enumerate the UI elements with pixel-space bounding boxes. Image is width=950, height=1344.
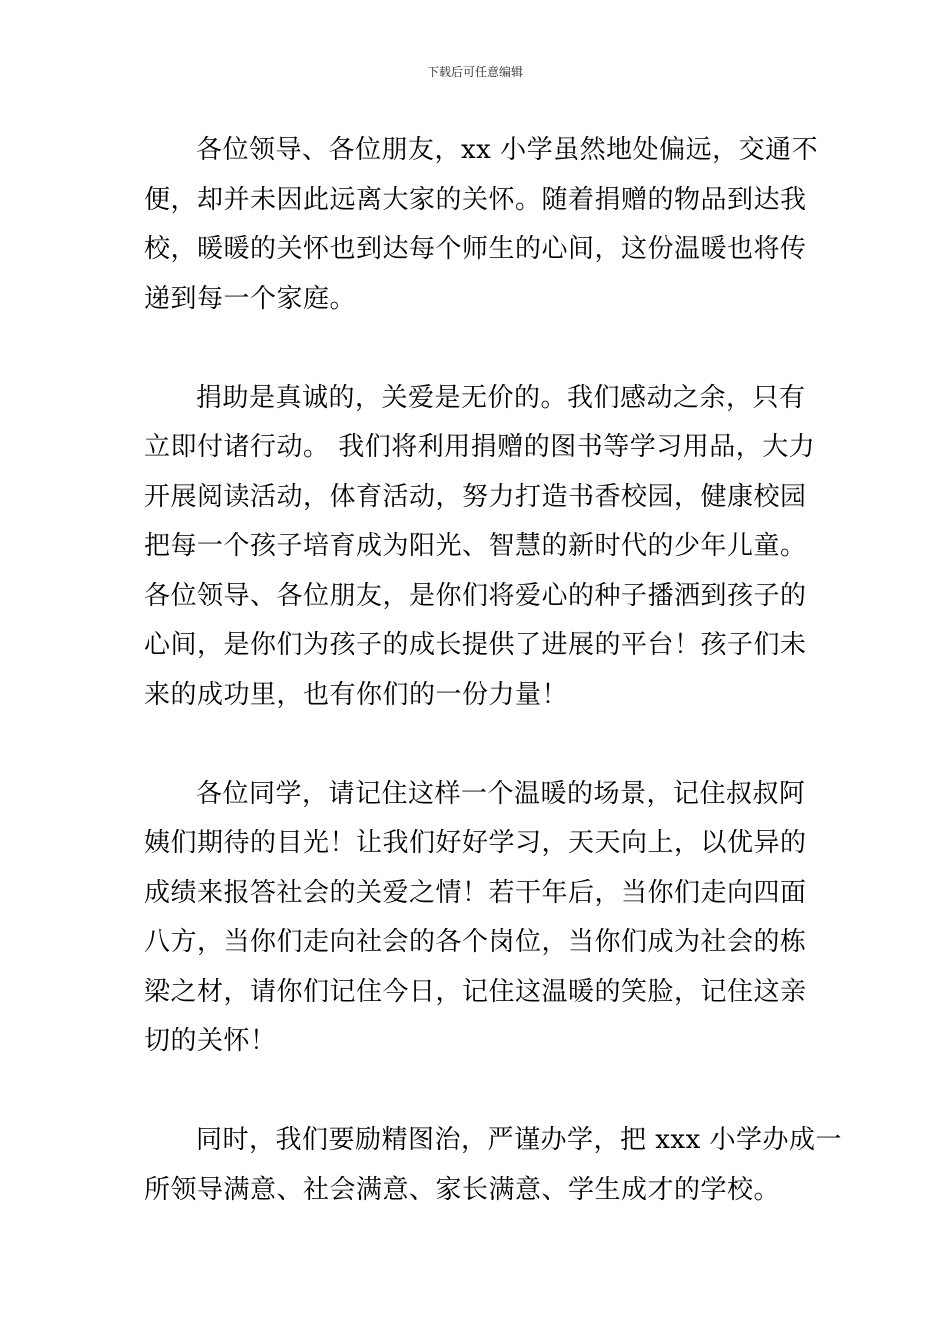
paragraph-1 (144, 126, 819, 324)
text-line: 心间，是你们为孩子的成长提供了进展的平台！孩子们未 (144, 630, 807, 660)
page-header: 下载后可任意编辑 (426, 65, 523, 79)
text-line: 来的成功里，也有你们的一份力量！ (144, 679, 569, 710)
text-line: 立即付诸行动。 我们将利用捐赠的图书等学习用品，大力 (144, 432, 816, 462)
paragraph-4 (144, 1116, 843, 1215)
text-line: 递到每一个家庭。 (144, 283, 357, 314)
paragraph-2 (144, 374, 816, 721)
text-line: 把每一个孩子培育成为阳光、智慧的新时代的少年儿童。 (144, 531, 807, 561)
text-line: 捐助是真诚的，关爱是无价的。我们感动之余，只有 (196, 382, 806, 413)
text-line: 开展阅读活动，体育活动，努力打造书香校园，健康校园 (144, 481, 807, 512)
text-line: 各位领导、各位朋友，是你们将爱心的种子播洒到孩子的 (144, 580, 807, 611)
text-line: 姨们期待的目光！让我们好好学习，天天向上，以优异的 (144, 828, 807, 858)
text-line: 所领导满意、社会满意、家长满意、学生成才的学校。 (144, 1174, 781, 1205)
text-line: 校，暖暖的关怀也到达每个师生的心间，这份温暖也将传 (144, 234, 807, 264)
document-body (144, 126, 843, 1215)
text-line: 同时，我们要励精图治，严谨办学，把 xxx 小学办成一 (196, 1125, 843, 1155)
text-line: 各位领导、各位朋友，xx 小学虽然地处偏远，交通不 (196, 135, 819, 165)
paragraph-3 (144, 770, 808, 1067)
text-line: 八方，当你们走向社会的各个岗位，当你们成为社会的栋 (144, 927, 807, 957)
text-line: 切的关怀！ (144, 1026, 277, 1056)
text-line: 成绩来报答社会的关爱之情！若干年后，当你们走向四面 (144, 877, 807, 908)
text-line: 便，却并未因此远离大家的关怀。随着捐赠的物品到达我 (144, 184, 807, 215)
text-line: 梁之材，请你们记住今日，记住这温暖的笑脸，记住这亲 (144, 976, 807, 1007)
text-line: 各位同学，请记住这样一个温暖的场景，记住叔叔阿 (196, 778, 806, 809)
